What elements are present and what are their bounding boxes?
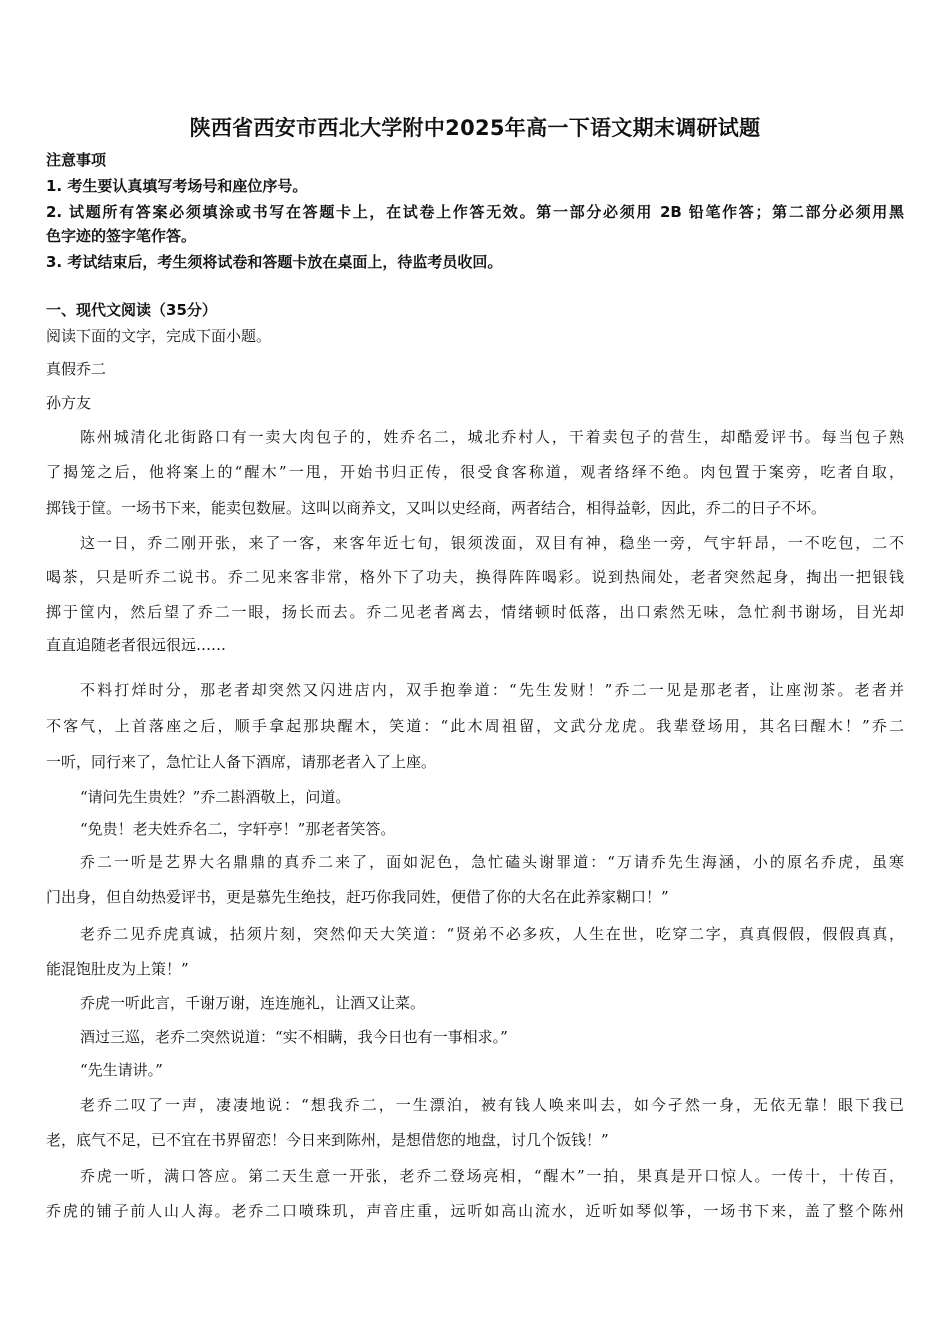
instruction-text: 阅读下面的文字，完成下面小题。 (46, 327, 272, 345)
notice-item: 3. 考试结束后，考生须将试卷和答题卡放在桌面上，待监考员收回。 (46, 253, 503, 271)
paragraph-line: 能混饱肚皮为上策！” (46, 960, 189, 978)
paragraph-line: “免贵！老夫姓乔名二，字轩亭！”那老者笑答。 (80, 820, 396, 838)
paragraph-line: 这一日，乔二刚开张，来了一客，来客年近七旬，银须泼面，双目有神，稳坐一旁，气宇轩昂，一不吃包，二不 (80, 534, 904, 552)
paragraph-line: 掷于筐内，然后望了乔二一眼，扬长而去。乔二见老者离去，情绪顿时低落，出口索然无味，急忙刹书谢场，目光却 (46, 603, 904, 621)
story-title: 真假乔二 (46, 360, 107, 378)
paragraph-line: 不客气，上首落座之后，顺手拿起那块醒木，笑道：“此木周祖留，文武分龙虎。我辈登场用，其名曰醒木！”乔二 (46, 717, 904, 735)
notice-item: 色字迹的签字笔作答。 (46, 227, 197, 245)
paragraph-line: 乔虎一听，满口答应。第二天生意一开张，老乔二登场亮相，“醒木”一拍，果真是开口惊人。一传十，十传百， (80, 1167, 904, 1185)
paragraph-line: 直直追随老者很远很远…… (46, 636, 227, 654)
paragraph-line: 喝茶，只是听乔二说书。乔二见来客非常，格外下了功夫，换得阵阵喝彩。说到热闹处，老者突然起身，掏出一把银钱 (46, 568, 904, 586)
paragraph-line: 掷钱于筐。一场书下来，能卖包数屉。这叫以商养文，又叫以史经商，两者结合，相得益彰，因此，乔二的日子不坏。 (46, 499, 827, 517)
paragraph-line: 不料打烊时分，那老者却突然又闪进店内，双手抱拳道：“先生发财！”乔二一见是那老者，让座沏茶。老者并 (80, 681, 904, 699)
exam-title: 陕西省西安市西北大学附中2025年高一下语文期末调研试题 (189, 116, 761, 140)
paragraph-line: 门出身，但自幼热爱评书，更是慕先生绝技，赶巧你我同姓，便借了你的大名在此养家糊口！” (46, 888, 669, 906)
paragraph-line: 一听，同行来了，急忙让人备下酒席，请那老者入了上座。 (46, 753, 437, 771)
paragraph-line: 了揭笼之后，他将案上的“醒木”一甩，开始书归正传，很受食客称道，观者络绎不绝。肉包置于案旁，吃者自取， (46, 463, 904, 481)
notice-item: 1. 考生要认真填写考场号和座位序号。 (46, 177, 308, 195)
paragraph-line: 乔虎的铺子前人山人海。老乔二口喷珠玑，声音庄重，远听如高山流水，近听如琴似筝，一场书下来，盖了整个陈州 (46, 1202, 904, 1220)
section-heading: 一、现代文阅读（35分） (46, 301, 217, 319)
paragraph-line: 老乔二叹了一声，凄凄地说：“想我乔二，一生漂泊，被有钱人唤来叫去，如今孑然一身，无依无靠！眼下我已 (80, 1096, 904, 1114)
paragraph-line: 乔二一听是艺界大名鼎鼎的真乔二来了，面如泥色，急忙磕头谢罪道：“万请乔先生海涵，小的原名乔虎，虽寒 (80, 853, 904, 871)
story-author: 孙方友 (46, 394, 92, 412)
paragraph-line: 老乔二见乔虎真诚，拈须片刻，突然仰天大笑道：“贤弟不必多疚，人生在世，吃穿二字，真真假假，假假真真， (80, 925, 904, 943)
paragraph-line: 酒过三巡，老乔二突然说道：“实不相瞒，我今日也有一事相求。” (80, 1028, 508, 1046)
notice-heading: 注意事项 (46, 151, 107, 169)
paragraph-line: 老，底气不足，已不宜在书界留恋！今日来到陈州，是想借您的地盘，讨几个饭钱！” (46, 1131, 609, 1149)
paragraph-line: 乔虎一听此言，千谢万谢，连连施礼，让酒又让菜。 (80, 994, 426, 1012)
notice-item: 2. 试题所有答案必须填涂或书写在答题卡上，在试卷上作答无效。第一部分必须用 2B 铅笔作答；第二部分必须用黑 (46, 203, 904, 221)
paragraph-line: 陈州城清化北街路口有一卖大肉包子的，姓乔名二，城北乔村人，干着卖包子的营生，却酷爱评书。每当包子熟 (80, 428, 904, 446)
paragraph-line: “先生请讲。” (80, 1061, 163, 1079)
paragraph-line: “请问先生贵姓？”乔二斟酒敬上，问道。 (80, 788, 351, 806)
